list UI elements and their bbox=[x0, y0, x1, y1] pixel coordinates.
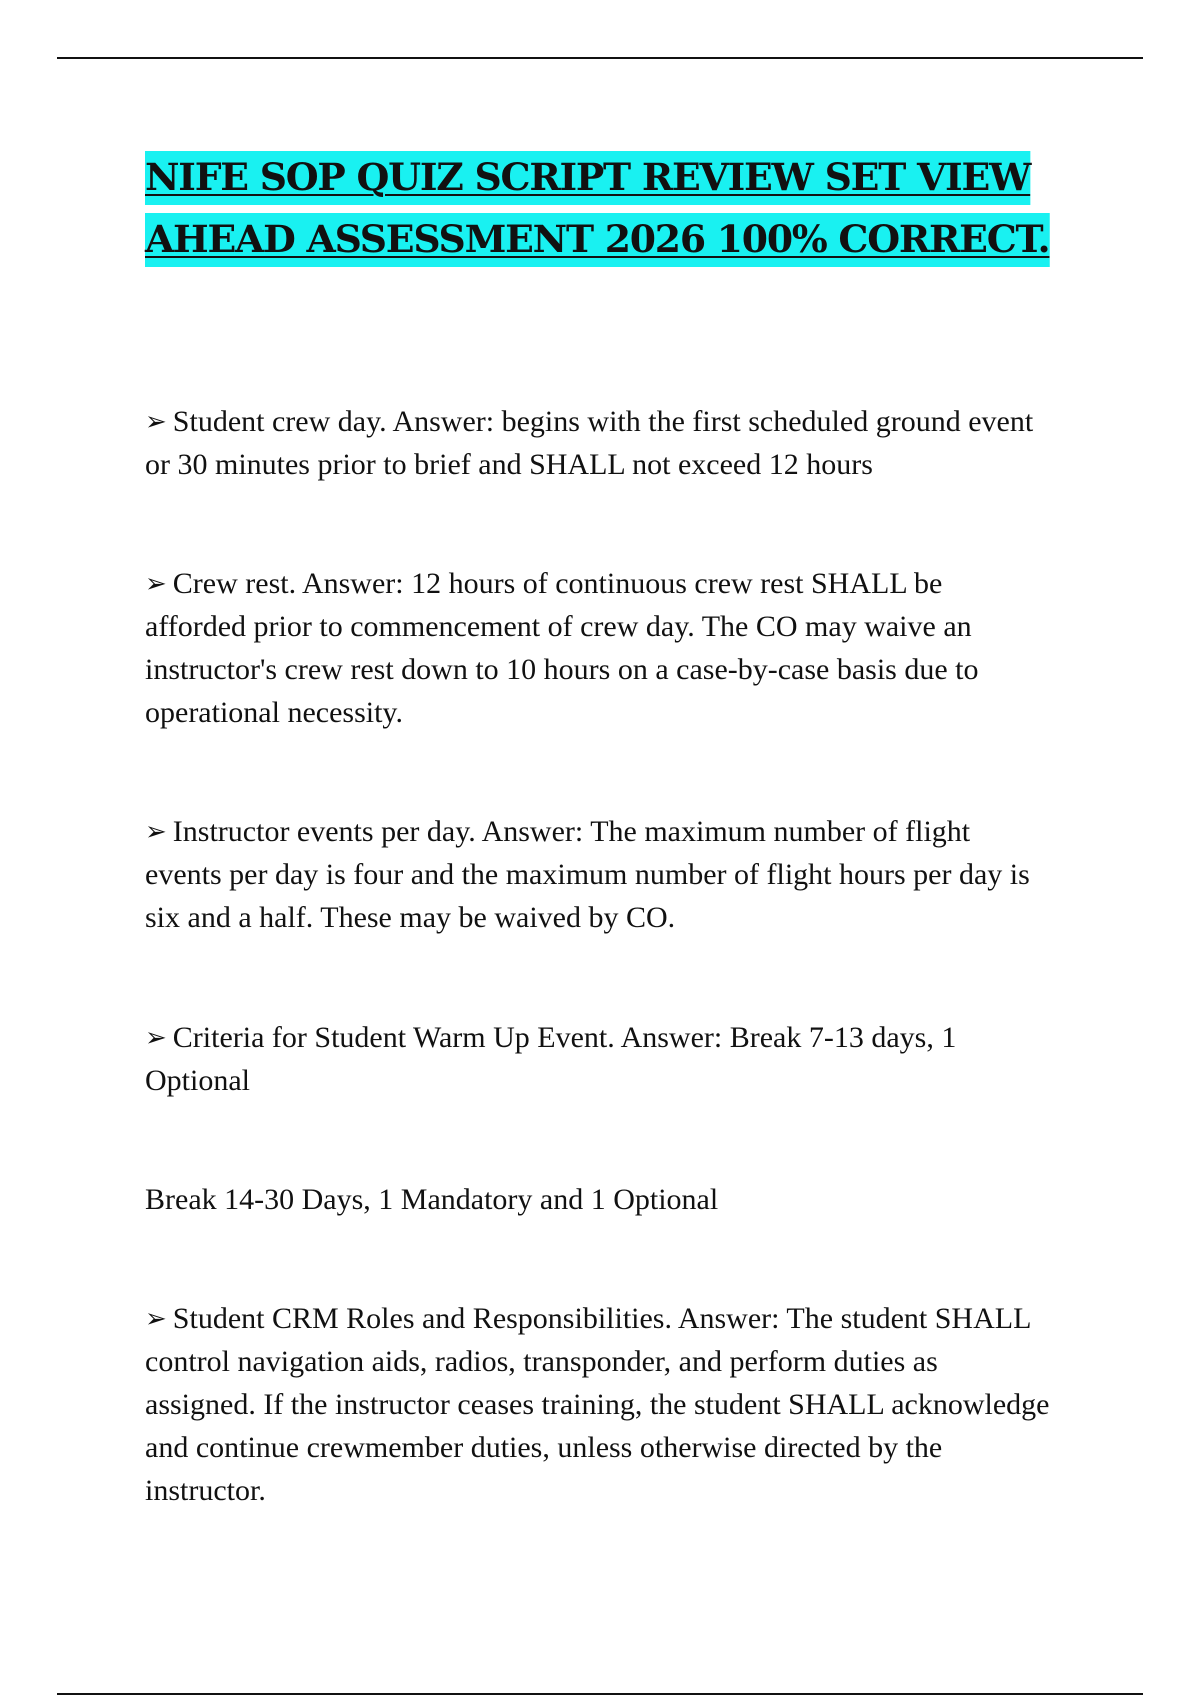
qa-entry-crew-rest bbox=[145, 562, 1050, 734]
title-line-1: NIFE SOP QUIZ SCRIPT REVIEW SET VIEW bbox=[145, 155, 1031, 199]
arrow-bullet-icon: ➢ bbox=[145, 817, 167, 846]
qa-entry-student-crew-day bbox=[145, 400, 1050, 486]
qa-entry-instructor-events bbox=[145, 810, 1050, 939]
arrow-bullet-icon: ➢ bbox=[145, 407, 167, 436]
qa-entry-student-crm-roles bbox=[145, 1297, 1050, 1512]
qa-entry-break-continuation bbox=[145, 1178, 1050, 1221]
entry-text: Break 14-30 Days, 1 Mandatory and 1 Optional bbox=[145, 1183, 719, 1216]
qa-entry-warm-up-criteria bbox=[145, 1016, 1050, 1102]
arrow-bullet-icon: ➢ bbox=[145, 1023, 167, 1052]
entry-text: Instructor events per day. Answer: The maximum number of flight events per day is four and the maximum number of flight hours per day is six and a half. These may be waived by CO. bbox=[145, 815, 1030, 934]
entry-text: Student CRM Roles and Responsibilities. Answer: The student SHALL control navigation aids, radios, transponder, and perform duties as assigned. If the instructor ceases training, the student SHALL acknowledge and continue crewmember duties, unless otherwise directed by the instructor. bbox=[145, 1302, 1050, 1507]
entry-text: Student crew day. Answer: begins with the first scheduled ground event or 30 minutes prior to brief and SHALL not exceed 12 hours bbox=[145, 405, 1034, 481]
title-line-2: AHEAD ASSESSMENT 2026 100% CORRECT. bbox=[145, 217, 1050, 261]
entry-text: Crew rest. Answer: 12 hours of continuous crew rest SHALL be afforded prior to commencement of crew day. The CO may waive an instructor's crew rest down to 10 hours on a case-by-case basis due to operational necessity. bbox=[145, 567, 979, 729]
entry-text: Criteria for Student Warm Up Event. Answer: Break 7-13 days, 1 Optional bbox=[145, 1021, 957, 1097]
arrow-bullet-icon: ➢ bbox=[145, 569, 167, 598]
title-highlight bbox=[145, 151, 1049, 267]
top-rule bbox=[57, 57, 1143, 59]
bottom-rule bbox=[57, 1693, 1143, 1695]
document-title bbox=[145, 146, 1083, 270]
arrow-bullet-icon: ➢ bbox=[145, 1304, 167, 1333]
